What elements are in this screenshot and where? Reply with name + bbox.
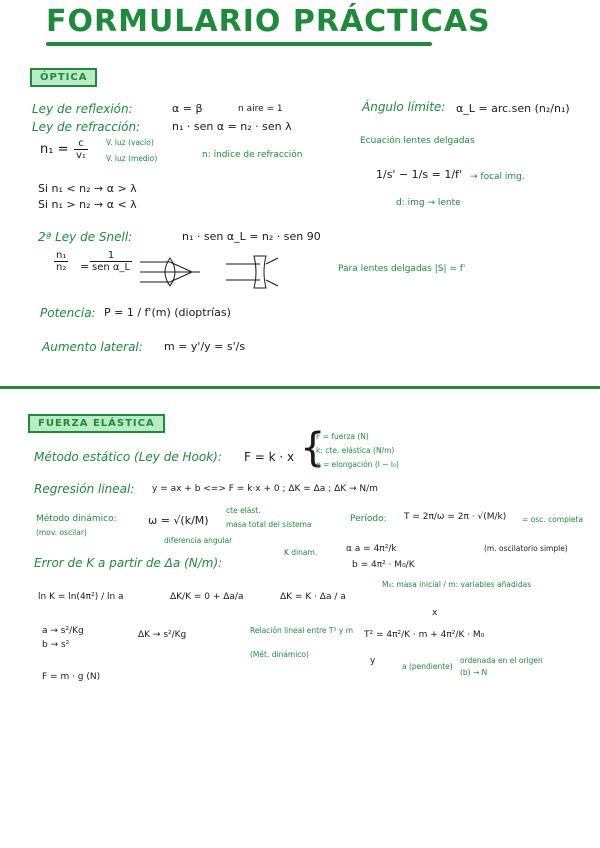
masa-total: masa total del sistema bbox=[226, 520, 312, 529]
b-units: b → s² bbox=[42, 640, 70, 650]
a-pendiente: a (pendiente) bbox=[402, 662, 453, 671]
metodo-estatico-label: Método estático (Ley de Hook): bbox=[34, 450, 222, 464]
brace-item-3: x = elongación (l − l₀) bbox=[316, 460, 399, 469]
dk-formula: ΔK/K = 0 + Δa/a bbox=[170, 592, 244, 602]
a-units: a → s²/Kg bbox=[42, 626, 84, 636]
dk-units: ΔK → s²/Kg bbox=[138, 630, 187, 640]
snell-label: 2ª Ley de Snell: bbox=[38, 230, 133, 244]
regresion-label: Regresión lineal: bbox=[34, 482, 135, 496]
angulo-limite-formula: α_L = arc.sen (n₂/n₁) bbox=[456, 102, 570, 115]
periodo-label: Período: bbox=[350, 514, 387, 524]
n-indice: n: índice de refracción bbox=[202, 150, 303, 160]
lentes-equation: 1/s' − 1/s = 1/f' bbox=[376, 168, 462, 181]
dk-result: ΔK = K · Δa / a bbox=[280, 592, 346, 602]
ratio-fraction bbox=[54, 250, 68, 273]
n1-lhs: n₁ = bbox=[40, 142, 69, 157]
b-arrow-n: (b) → N bbox=[460, 668, 488, 677]
ratio-den: n₂ bbox=[56, 262, 67, 273]
si-condition-1: Si n₁ < n₂ → α > λ bbox=[38, 182, 137, 195]
alpha-a: α a = 4π²/k bbox=[346, 544, 397, 554]
ley-refraccion-formula: n₁ · sen α = n₂ · sen λ bbox=[172, 120, 292, 133]
k-dinam: K dinam. bbox=[284, 548, 318, 557]
n-aire: n aire = 1 bbox=[238, 104, 283, 114]
ratio-rhs-num: 1 bbox=[90, 250, 132, 262]
periodo-formula: T = 2π/ω = 2π · √(M/k) bbox=[404, 512, 507, 522]
brace-icon: { bbox=[300, 425, 326, 471]
hook-formula: F = k · x bbox=[244, 450, 295, 464]
cte-elast: cte elást. bbox=[226, 506, 261, 515]
ratio-num: n₁ bbox=[56, 250, 67, 261]
para-lentes: Para lentes delgadas |S| = f' bbox=[338, 264, 466, 274]
potencia-label: Potencia: bbox=[40, 306, 96, 320]
m0-note: M₀: masa inicial / m: variables añadidas bbox=[382, 580, 532, 589]
potencia-formula: P = 1 / f'(m) (dioptrías) bbox=[104, 306, 231, 319]
ratio-rhs-den: sen α_L bbox=[92, 262, 131, 273]
ley-reflexion-formula: α = β bbox=[172, 102, 203, 115]
aumento-formula: m = y'/y = s'/s bbox=[164, 340, 246, 353]
focal-img: → focal img. bbox=[470, 172, 525, 182]
n1-fraction bbox=[74, 138, 88, 161]
ley-reflexion-label: Ley de reflexión: bbox=[32, 102, 133, 116]
met-dinamico: (Mét. dinámico) bbox=[250, 650, 309, 659]
si-condition-2: Si n₁ > n₂ → α < λ bbox=[38, 198, 137, 211]
omega-formula: ω = √(k/M) bbox=[148, 514, 209, 527]
page-title: FORMULARIO PRÁCTICAS bbox=[46, 4, 491, 39]
ratio-rhs-fraction bbox=[90, 250, 132, 273]
snell-formula: n₁ · sen α_L = n₂ · sen 90 bbox=[182, 230, 321, 243]
ecuacion-lentes: Ecuación lentes delgadas bbox=[360, 136, 475, 146]
n1-num: c bbox=[74, 138, 88, 150]
title-underline bbox=[46, 42, 432, 46]
angulo-limite-label: Ángulo límite: bbox=[362, 100, 446, 114]
vluz-vacio: V. luz (vacío) bbox=[106, 138, 154, 147]
diverging-lens-icon bbox=[226, 256, 278, 288]
metodo-dinamico-label: Método dinámico: bbox=[36, 514, 117, 524]
x-label: x bbox=[432, 608, 438, 618]
b-formula: b = 4π² · M₀/K bbox=[352, 560, 415, 570]
brace-item-2: k: cte. elástica (N/m) bbox=[316, 446, 395, 455]
ratio-eq: = bbox=[80, 260, 90, 273]
relacion-lineal: Relación lineal entre T² y m bbox=[250, 626, 354, 635]
aumento-label: Aumento lateral: bbox=[42, 340, 143, 354]
t2-formula: T² = 4π²/K · m + 4π²/K · M₀ bbox=[364, 630, 485, 640]
section-separator bbox=[0, 386, 600, 389]
lnk-formula: ln K = ln(4π²) / ln a bbox=[38, 592, 124, 602]
section-tag-optica: ÓPTICA bbox=[30, 68, 97, 87]
lens-sketches bbox=[140, 254, 280, 290]
error-label: Error de K a partir de Δa (N/m): bbox=[34, 556, 223, 570]
ordenada: ordenada en el origen bbox=[460, 656, 543, 665]
diferencia-angular: diferencia angular bbox=[164, 536, 233, 545]
regresion-formula: y = ax + b <=> F = k·x + 0 ; ΔK = Δa ; ΔK → N/m bbox=[152, 484, 378, 494]
d-img-lente: d: img → lente bbox=[396, 198, 461, 208]
converging-lens-icon bbox=[140, 258, 200, 286]
section-tag-fuerza: FUERZA ELÁSTICA bbox=[28, 414, 165, 433]
m-oscilatorio: (m. oscilatorio simple) bbox=[484, 544, 568, 553]
mov-oscilar: (mov. oscilar) bbox=[36, 528, 87, 537]
brace-item-1: F = fuerza (N) bbox=[316, 432, 369, 441]
f-mg: F = m · g (N) bbox=[42, 672, 101, 682]
ley-refraccion-label: Ley de refracción: bbox=[32, 120, 141, 134]
y-label: y bbox=[370, 656, 376, 666]
osc-completa: = osc. completa bbox=[522, 515, 584, 524]
vluz-medio: V. luz (medio) bbox=[106, 154, 158, 163]
n1-den: v₁ bbox=[76, 150, 86, 161]
